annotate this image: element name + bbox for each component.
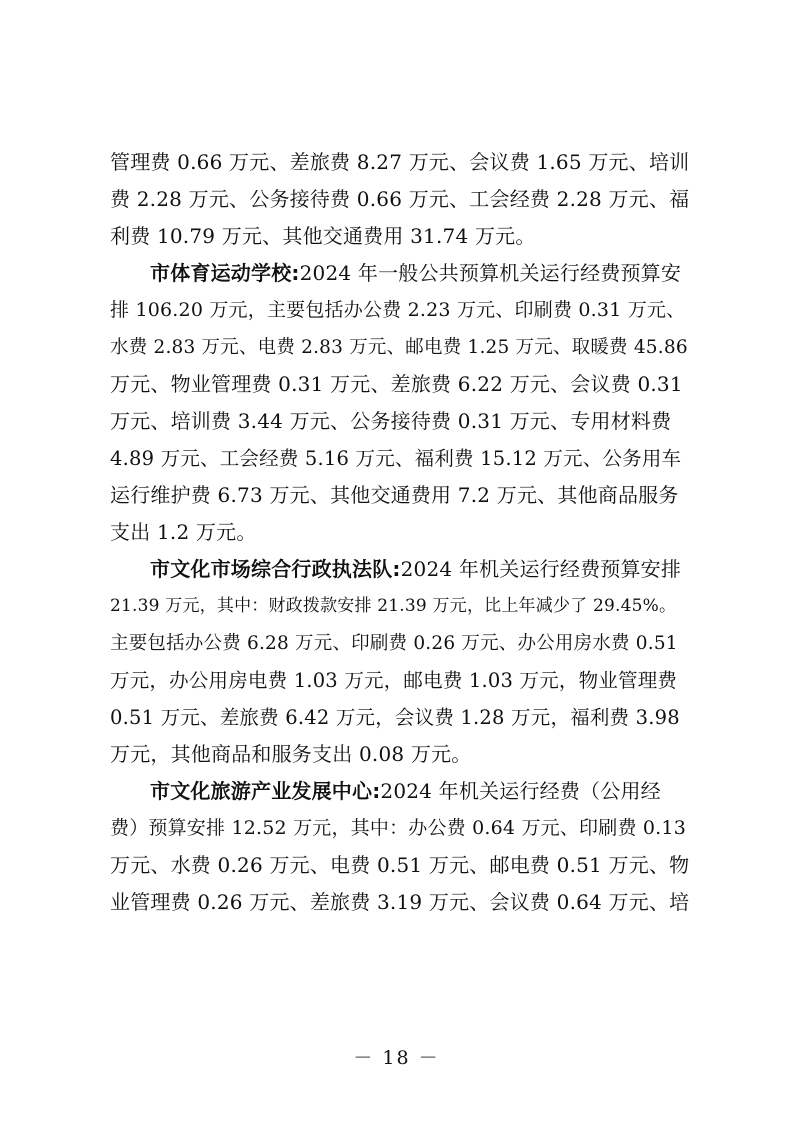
text-line: 4.89 万元、工会经费 5.16 万元、福利费 15.12 万元、公务用车 [110, 447, 682, 470]
paragraph-lead: 市文化旅游产业发展中心: [150, 779, 381, 803]
text-line: 主要包括办公费 6.28 万元、印刷费 0.26 万元、办公用房水费 0.51 [110, 633, 678, 654]
text-line: 利费 10.79 万元、其他交通费用 31.74 万元。 [110, 224, 536, 248]
text-line: 万元、水费 0.26 万元、电费 0.51 万元、邮电费 0.51 万元、物 [110, 853, 690, 877]
text-line: 万元，其他商品和服务支出 0.08 万元。 [110, 742, 472, 766]
text-line [110, 255, 690, 292]
paragraph-cultural-market-enforcement [110, 551, 690, 773]
text-line: 万元，办公用房电费 1.03 万元，邮电费 1.03 万元，物业管理费 [110, 669, 678, 692]
body-text [110, 144, 690, 921]
paragraph-cultural-tourism-center [110, 773, 690, 921]
page-number: － 18 － [353, 1047, 440, 1069]
paragraph-lead: 市体育运动学校: [150, 261, 300, 285]
text-line: 运行维护费 6.73 万元、其他交通费用 7.2 万元、其他商品服务 [110, 483, 679, 507]
text-line: 排 106.20 万元，主要包括办公费 2.23 万元、印刷费 0.31 万元、 [110, 299, 686, 321]
paragraph-sports-school [110, 255, 690, 551]
text-line: 费）预算安排 12.52 万元，其中：办公费 0.64 万元、印刷费 0.13 [110, 817, 687, 839]
text-line [110, 773, 690, 810]
text-line: 支出 1.2 万元。 [110, 520, 257, 544]
lead-line-text: 2024 年机关运行经费（公用经 [380, 779, 661, 803]
text-line: 费 2.28 万元、公务接待费 0.66 万元、工会经费 2.28 万元、福 [110, 187, 690, 211]
text-line: 万元、物业管理费 0.31 万元、差旅费 6.22 万元、会议费 0.31 [110, 372, 683, 396]
text-line: 万元、培训费 3.44 万元、公务接待费 0.31 万元、专用材料费 [110, 409, 672, 433]
text-line: 业管理费 0.26 万元、差旅费 3.19 万元、会议费 0.64 万元、培 [110, 890, 690, 914]
text-line: 0.51 万元、差旅费 6.42 万元，会议费 1.28 万元，福利费 3.98 [110, 706, 680, 729]
paragraph-lead: 市文化市场综合行政执法队: [150, 557, 401, 581]
text-line: 21.39 万元，其中：财政拨款安排 21.39 万元，比上年减少了 29.45%。 [110, 596, 677, 616]
lead-line-text: 2024 年机关运行经费预算安排 [400, 557, 682, 581]
text-line: 管理费 0.66 万元、差旅费 8.27 万元、会议费 1.65 万元、培训 [110, 150, 690, 174]
text-line: 水费 2.83 万元、电费 2.83 万元、邮电费 1.25 万元、取暖费 45.86 [110, 337, 688, 358]
text-line [110, 551, 690, 588]
paragraph-1 [110, 144, 690, 255]
lead-line-text: 2024 年一般公共预算机关运行经费预算安 [299, 261, 682, 285]
